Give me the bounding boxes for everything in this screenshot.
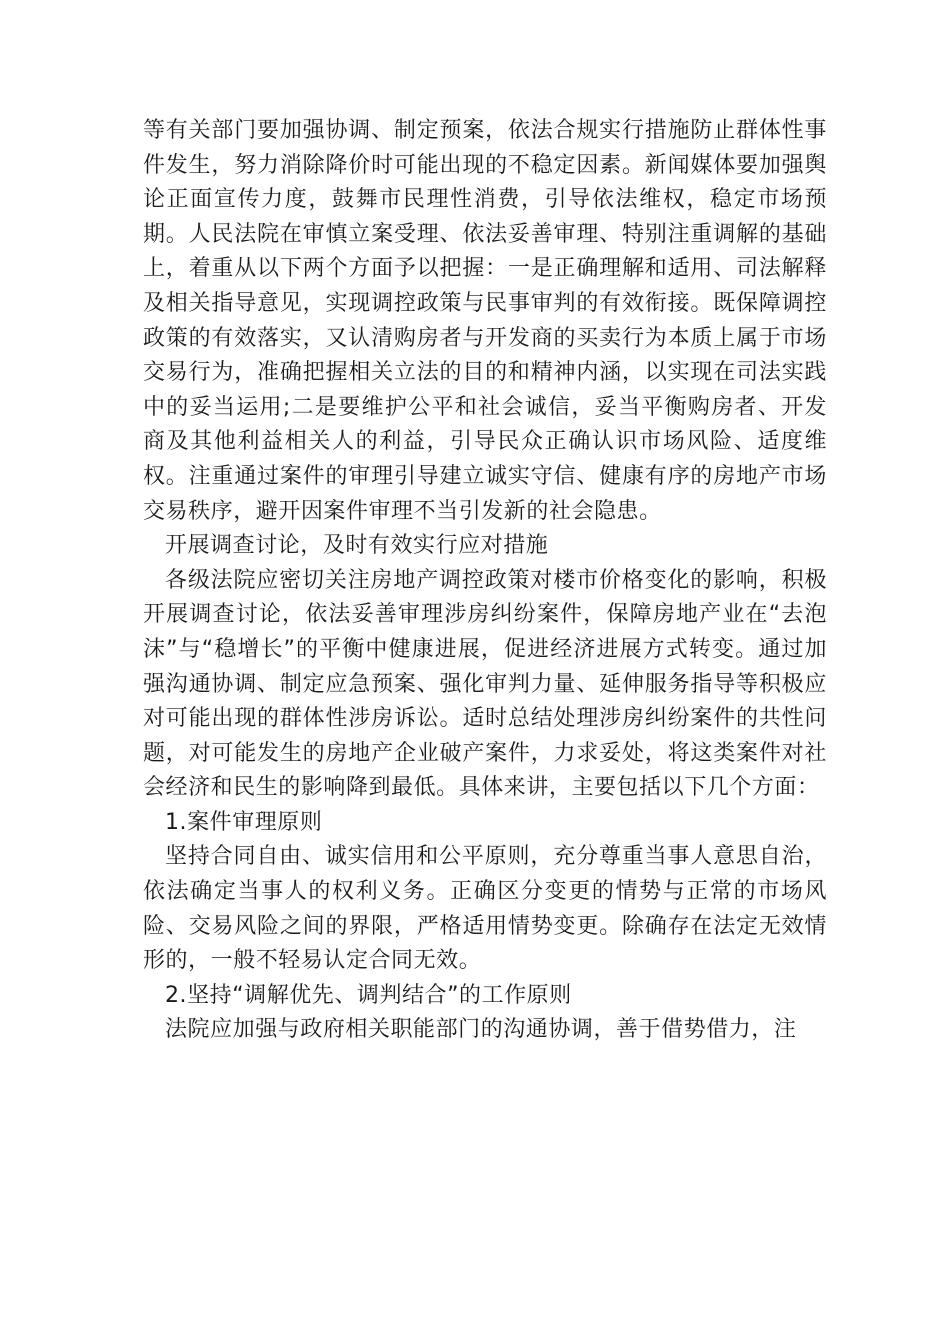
body-paragraph-investigation: 各级法院应密切关注房地产调控政策对楼市价格变化的影响，积极开展调查讨论，依法妥善审理涉房纠纷案件，保障房地产业在“去泡沫”与“稳增长”的平衡中健康进展，促进经济进展方式转变。通过加强沟通协调、制定应急预案、强化审判力量、延伸服务指导等积极应对可能出现的群体性涉房诉讼。适时总结处理涉房纠纷案件的共性问题，对可能发生的房地产企业破产案件，力求妥处，将这类案件对社会经济和民生的影响降到最低。具体来讲，主要包括以下几个方面：	[143, 567, 827, 801]
body-paragraph-mediation: 法院应加强与政府相关职能部门的沟通协调，善于借势借力，注	[165, 1017, 797, 1043]
body-paragraph-measures: 等有关部门要加强协调、制定预案，依法合规实行措施防止群体性事件发生，努力消除降价时可能出现的不稳定因素。新闻媒体要加强舆论正面宣传力度，鼓舞市民理性消费，引导依法维权，稳定市场预期。人民法院在审慎立案受理、依法妥善审理、特别注重调解的基础上，着重从以下两个方面予以把握：一是正确理解和适用、司法解释及相关指导意见，实现调控政策与民事审判的有效衔接。既保障调控政策的有效落实，又认清购房者与开发商的买卖行为本质上属于市场交易行为，准确把握相关立法的目的和精神内涵，以实现在司法实践中的妥当运用;二是要维护公平和社会诚信，妥当平衡购房者、开发商及其他利益相关人的利益，引导民众正确认识市场风险、适度维权。注重通过案件的审理引导建立诚实守信、健康有序的房地产市场交易秩序，避开因案件审理不当引发新的社会隐患。	[143, 118, 827, 524]
body-paragraph-trial-principles: 坚持合同自由、诚实信用和公平原则，充分尊重当事人意思自治，依法确定当事人的权利义务。正确区分变更的情势与正常的市场风险、交易风险之间的界限，严格适用情势变更。除确存在法定无效情形的，一般不轻易认定合同无效。	[143, 844, 827, 974]
subheading-trial-principles: 1.案件审理原则	[165, 809, 323, 835]
document-body	[143, 114, 827, 1048]
section-heading-investigation: 开展调查讨论，及时有效实行应对措施	[165, 533, 549, 559]
subheading-mediation-principle: 2.坚持“调解优先、调判结合”的工作原则	[165, 982, 572, 1008]
